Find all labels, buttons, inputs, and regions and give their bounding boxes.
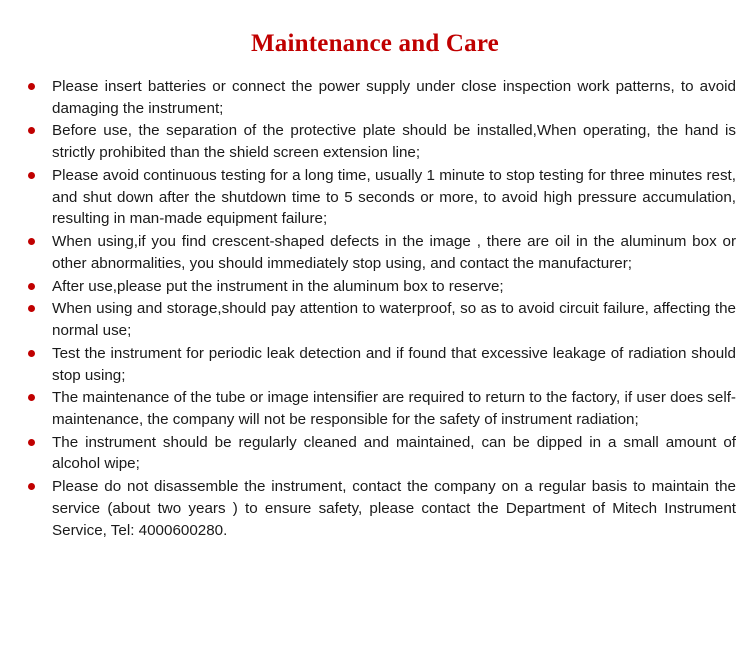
list-item-text: The instrument should be regularly cleaned and maintained, can be dipped in a small amount of alcohol wipe;	[52, 433, 736, 473]
bullet-dot-icon	[28, 283, 35, 290]
list-item-text: After use,please put the instrument in the aluminum box to reserve;	[52, 277, 504, 295]
list-item-text: Before use, the separation of the protective plate should be installed,When operating, the hand is strictly prohibited than the shield screen extension line;	[52, 122, 736, 162]
bullet-dot-icon	[28, 394, 35, 401]
list-item	[14, 343, 736, 386]
list-item-text: When using and storage,should pay attention to waterproof, so as to avoid circuit failure, affecting the normal use;	[52, 300, 736, 340]
list-item	[14, 298, 736, 341]
list-item-text: When using,if you find crescent-shaped defects in the image , there are oil in the aluminum box or other abnormalities, you should immediately stop using, and contact the manufacturer;	[52, 233, 736, 272]
bullet-dot-icon	[28, 83, 35, 90]
list-item	[14, 120, 736, 163]
list-item	[14, 76, 736, 119]
bullet-dot-icon	[28, 439, 35, 446]
list-item-text: Please insert batteries or connect the power supply under close inspection work patterns, to avoid damaging the instrument;	[52, 78, 736, 117]
bullet-dot-icon	[28, 350, 35, 357]
bullet-dot-icon	[28, 172, 35, 179]
list-item-text: Test the instrument for periodic leak detection and if found that excessive leakage of radiation should stop using;	[52, 344, 736, 384]
bullet-dot-icon	[28, 483, 35, 490]
list-item	[14, 231, 736, 274]
list-item	[14, 476, 736, 541]
list-item-text: The maintenance of the tube or image intensifier are required to return to the factory, if user does self-maintenance, the company will not be responsible for the safety of instrument radiation;	[52, 389, 736, 429]
page-title: Maintenance and Care	[251, 30, 499, 57]
list-item	[14, 165, 736, 230]
bullet-dot-icon	[28, 127, 35, 134]
list-item	[14, 387, 736, 430]
list-item-text: Please avoid continuous testing for a long time, usually 1 minute to stop testing for three minutes rest, and shut down after the shutdown time to 5 seconds or more, to avoid high pressure accumulation, resulting in man-made equipment failure;	[52, 166, 736, 228]
bullet-dot-icon	[28, 238, 35, 245]
bullet-dot-icon	[28, 305, 35, 312]
list-item	[14, 276, 736, 298]
list-item-text: Please do not disassemble the instrument, contact the company on a regular basis to maintain the service (about two years ) to ensure safety, please contact the Department of Mitech Instrument Service, Tel: 4000600280.	[52, 478, 736, 539]
list-item	[14, 432, 736, 475]
maintenance-list	[14, 76, 736, 541]
